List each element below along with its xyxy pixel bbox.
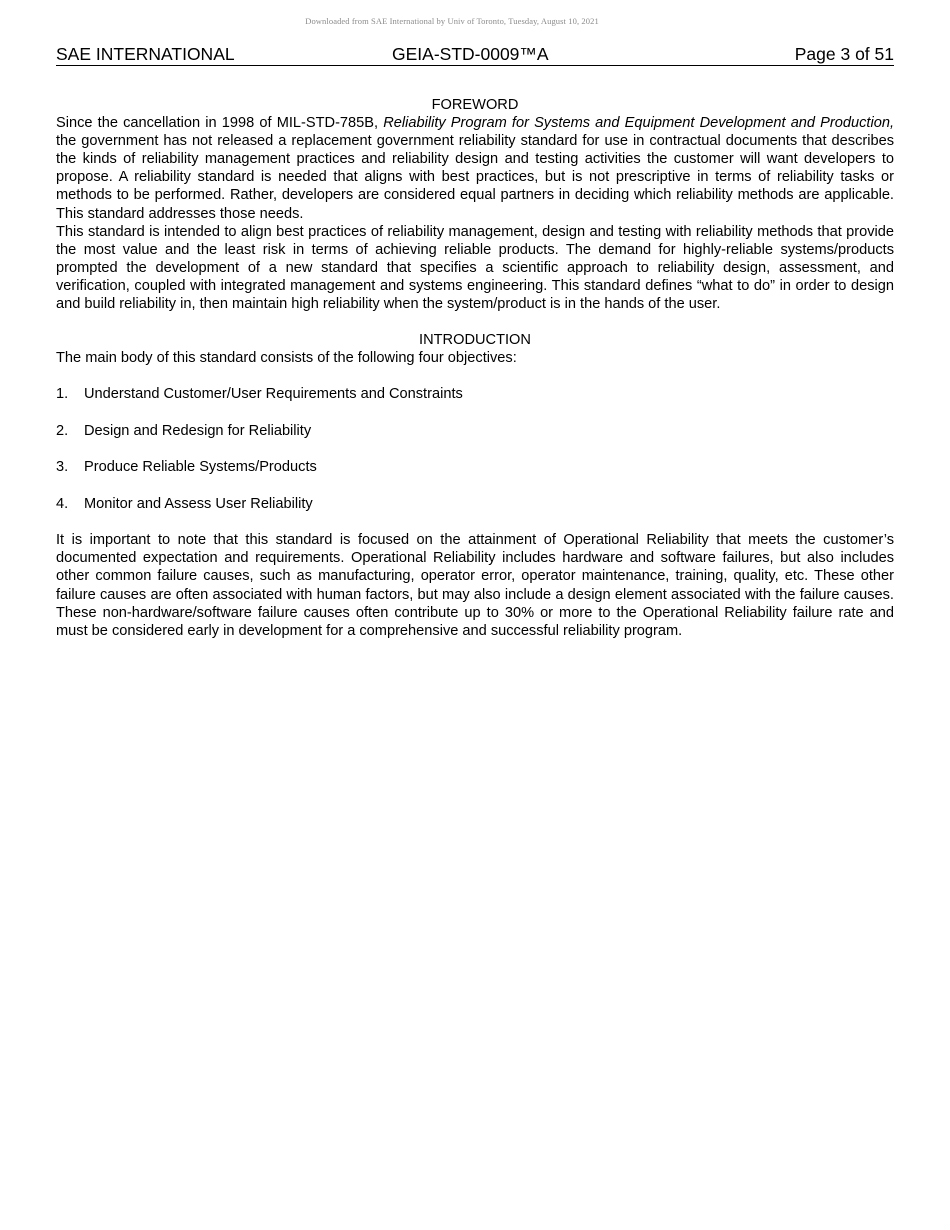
list-item	[56, 458, 894, 476]
introduction-heading: INTRODUCTION	[419, 332, 531, 349]
foreword-p1-lead: Since the cancellation in 1998 of MIL-STD-785B,	[56, 115, 384, 132]
introduction-closing-paragraph: It is important to note that this standard is focused on the attainment of Operational Reliability that meets the customer’s documented expectation and requirements. Operational Reliability includes hardware and software failures, but also includes other common failure causes, such as manufacturing, operator error, operator maintenance, training, quality, etc. These other failure causes are often associated with human factors, but may also include a design element associated with the failure causes. These non-hardware/software failure causes often contribute up to 30% or more to the Operational Reliability failure rate and must be considered early in development for a comprehensive and successful reliability program.	[56, 532, 894, 639]
page-header	[56, 44, 894, 66]
foreword-paragraph-1	[56, 114, 894, 223]
list-item-text: Monitor and Assess User Reliability	[84, 495, 313, 512]
foreword-heading: FOREWORD	[431, 97, 519, 113]
list-item	[56, 495, 894, 513]
list-item	[56, 385, 894, 403]
header-document-id: GEIA-STD-0009™A	[392, 44, 549, 64]
foreword-paragraph-2: This standard is intended to align best practices of reliability management, design and testing with reliability methods that provide the most value and the least risk in terms of achieving reliable products. The demand for highly-reliable systems/products prompted the development of a new standard that specifies a scientific approach to reliability design, assessment, and verification, coupled with integrated management and systems engineering. This standard defines “what to do” in order to design and build reliability in, then maintain high reliability when the system/product is in the hands of the user.	[56, 223, 894, 313]
list-item-number: 1.	[56, 386, 69, 403]
list-item-text: Produce Reliable Systems/Products	[84, 459, 317, 476]
header-organization: SAE INTERNATIONAL	[56, 44, 235, 64]
header-page-number: Page 3 of 51	[794, 44, 894, 64]
list-item-text: Understand Customer/User Requirements and Constraints	[84, 386, 463, 403]
foreword-p1-rest: the government has not released a replacement government reliability standard for use in contractual documents that describes the kinds of reliability management practices and reliability design and testing activities the customer will want developers to propose. A reliability standard is needed that aligns with best practices, but is not prescriptive in terms of reliability tasks or methods to be performed. Rather, developers are considered equal partners in deciding which reliability methods are applicable. This standard addresses those needs.	[56, 133, 894, 222]
page-content	[56, 96, 894, 640]
list-item	[56, 422, 894, 440]
list-item-number: 3.	[56, 459, 69, 476]
list-item-text: Design and Redesign for Reliability	[84, 422, 312, 439]
introduction-lead: The main body of this standard consists of the following four objectives:	[56, 350, 517, 367]
list-item-number: 2.	[56, 422, 69, 439]
foreword-p1-title-italic: Reliability Program for Systems and Equipment Development and Production,	[383, 115, 895, 132]
objectives-list	[56, 385, 894, 513]
download-watermark: Downloaded from SAE International by Univ of Toronto, Tuesday, August 10, 2021	[305, 16, 599, 26]
list-item-number: 4.	[56, 495, 69, 512]
